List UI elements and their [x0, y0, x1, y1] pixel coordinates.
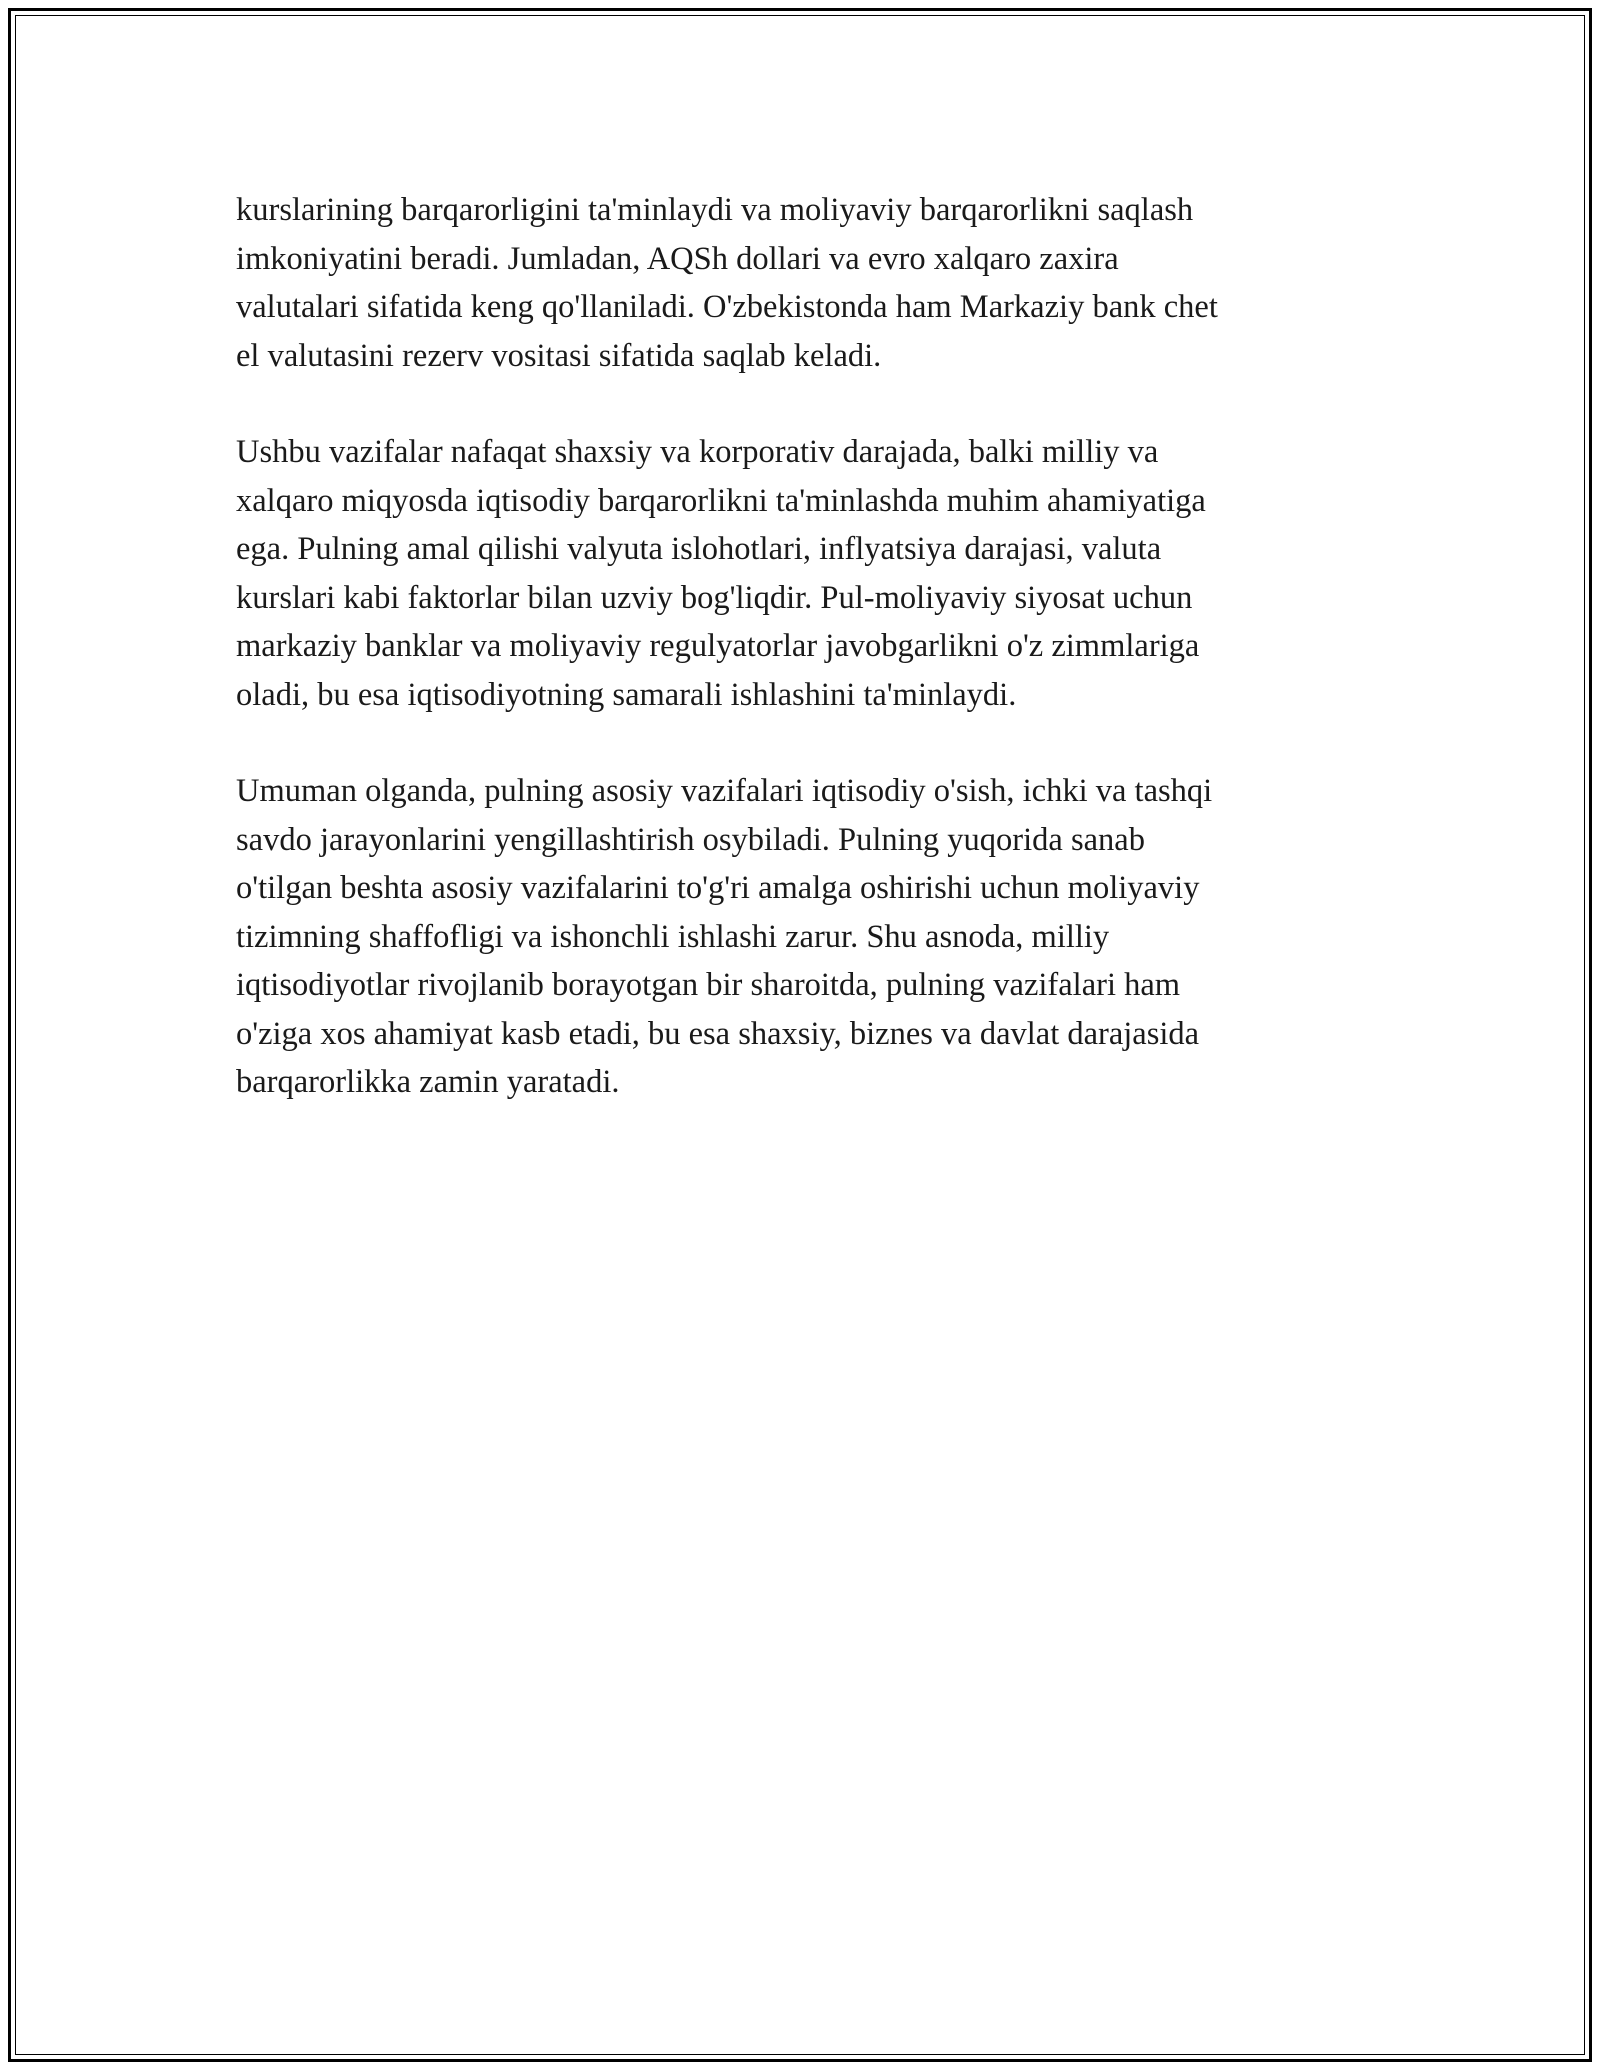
- text-line: kurslari kabi faktorlar bilan uzviy bog'liqdir. Pul-moliyaviy siyosat uchun: [236, 579, 1193, 616]
- paragraph-3: [236, 767, 1366, 1107]
- text-line: markaziy banklar va moliyaviy regulyatorlar javobgarlikni o'z zimmlariga: [236, 628, 1200, 664]
- text-line: Umuman olganda, pulning asosiy vazifalari iqtisodiy o'sish, ichki va tashqi: [236, 773, 1213, 809]
- text-line: o'tilgan beshta asosiy vazifalarini to'g'ri amalga oshirishi uchun moliyaviy: [236, 870, 1200, 906]
- text-line: el valutasini rezerv vositasi sifatida saqlab keladi.: [236, 337, 882, 374]
- text-line: kurslarining barqarorligini ta'minlaydi va moliyaviy barqarorlikni saqlash: [236, 192, 1194, 228]
- text-line: imkoniyatini beradi. Jumladan, AQSh dollari va evro xalqaro zaxira: [236, 240, 1119, 277]
- text-line: iqtisodiyotlar rivojlanib borayotgan bir sharoitda, pulning vazifalari ham: [236, 967, 1181, 1003]
- paragraph-1: [236, 186, 1366, 380]
- document-body: [236, 186, 1366, 1155]
- text-line: Ushbu vazifalar nafaqat shaxsiy va korporativ darajada, balki milliy va: [236, 434, 1159, 470]
- text-line: ega. Pulning amal qilishi valyuta islohotlari, inflyatsiya darajasi, valuta: [236, 531, 1162, 567]
- text-line: valutalari sifatida keng qo'llaniladi. O'zbekistonda ham Markaziy bank chet: [236, 289, 1218, 325]
- paragraph-2: [236, 428, 1366, 719]
- text-line: oladi, bu esa iqtisodiyotning samarali ishlashini ta'minlaydi.: [236, 676, 1017, 713]
- text-line: xalqaro miqyosda iqtisodiy barqarorlikni ta'minlashda muhim ahamiyatiga: [236, 482, 1206, 519]
- text-line: tizimning shaffofligi va ishonchli ishlashi zarur. Shu asnoda, milliy: [236, 918, 1110, 955]
- text-line: barqarorlikka zamin yaratadi.: [236, 1064, 620, 1100]
- text-line: savdo jarayonlarini yengillashtirish osybiladi. Pulning yuqorida sanab: [236, 821, 1145, 858]
- text-line: o'ziga xos ahamiyat kasb etadi, bu esa shaxsiy, biznes va davlat darajasida: [236, 1015, 1200, 1052]
